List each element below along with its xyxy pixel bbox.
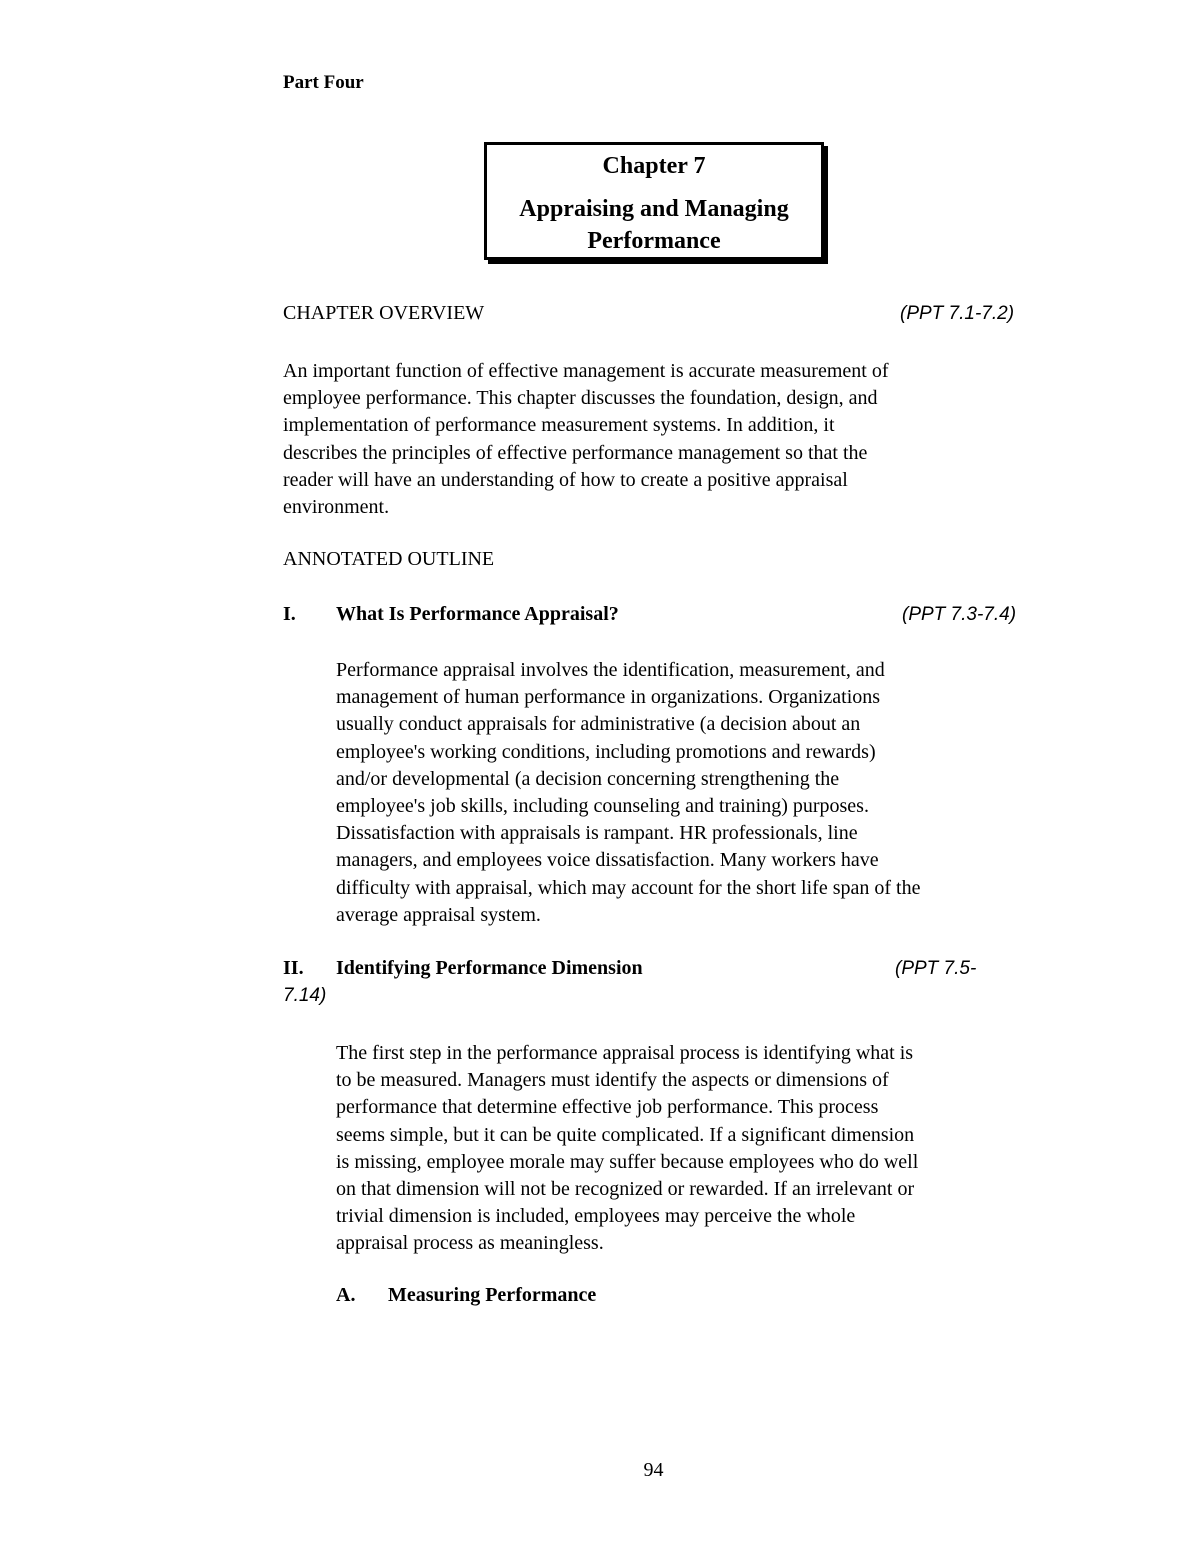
text-line: Performance appraisal involves the identification, measurement, and [336, 659, 885, 681]
section-1-paragraph [336, 657, 920, 929]
section-2-title: Identifying Performance Dimension [336, 957, 643, 979]
text-line: difficulty with appraisal, which may account for the short life span of the [336, 876, 921, 899]
section-1-number: I. [283, 603, 296, 625]
text-line: environment. [283, 496, 390, 519]
text-line: seems simple, but it can be quite complicated. If a significant dimension [336, 1123, 915, 1146]
text-line: describes the principles of effective performance management so that the [283, 441, 868, 464]
text-line: average appraisal system. [336, 903, 541, 926]
text-line: employee performance. This chapter discusses the foundation, design, and [283, 387, 878, 410]
text-line: appraisal process as meaningless. [336, 1232, 604, 1255]
text-line: to be measured. Managers must identify the aspects or dimensions of [336, 1069, 889, 1092]
text-line: managers, and employees voice dissatisfaction. Many workers have [336, 849, 879, 872]
section-2-ppt-reference-cont: 7.14) [283, 985, 327, 1006]
subsection-a-title: Measuring Performance [388, 1284, 597, 1306]
text-line: implementation of performance measurement systems. In addition, it [283, 414, 835, 437]
text-line: trivial dimension is included, employees may perceive the whole [336, 1205, 856, 1228]
chapter-title-line2: Performance [587, 228, 721, 254]
section-2-number: II. [283, 957, 304, 979]
text-line: usually conduct appraisals for administrative (a decision about an [336, 713, 861, 736]
chapter-overview-heading: CHAPTER OVERVIEW [283, 302, 485, 324]
text-line: employee's job skills, including counseling and training) purposes. [336, 795, 869, 818]
section-2-ppt-reference: (PPT 7.5- [895, 958, 977, 979]
text-line: on that dimension will not be recognized or rewarded. If an irrelevant or [336, 1178, 915, 1201]
part-label: Part Four [283, 72, 364, 93]
text-line: and/or developmental (a decision concerning strengthening the [336, 767, 840, 790]
text-line: The first step in the performance appraisal process is identifying what is [336, 1042, 914, 1064]
page-number: 94 [643, 1459, 664, 1481]
text-line: performance that determine effective job performance. This process [336, 1096, 879, 1119]
text-line: management of human performance in organizations. Organizations [336, 686, 881, 709]
text-line: is missing, employee morale may suffer because employees who do well [336, 1150, 919, 1173]
section-1-title: What Is Performance Appraisal? [336, 603, 619, 625]
overview-paragraph [283, 358, 889, 521]
chapter-number: Chapter 7 [602, 153, 706, 179]
chapter-title-line1: Appraising and Managing [519, 196, 789, 222]
section-2-paragraph [336, 1040, 918, 1258]
subsection-a-letter: A. [336, 1284, 356, 1306]
text-line: Dissatisfaction with appraisals is rampant. HR professionals, line [336, 822, 858, 845]
text-line: employee's working conditions, including promotions and rewards) [336, 740, 876, 763]
chapter-title-box [484, 142, 824, 260]
overview-ppt-reference: (PPT 7.1-7.2) [900, 303, 1015, 324]
annotated-outline-heading: ANNOTATED OUTLINE [283, 548, 495, 570]
text-line: An important function of effective management is accurate measurement of [283, 360, 889, 382]
text-line: reader will have an understanding of how to create a positive appraisal [283, 468, 848, 491]
section-1-ppt-reference: (PPT 7.3-7.4) [902, 604, 1017, 625]
